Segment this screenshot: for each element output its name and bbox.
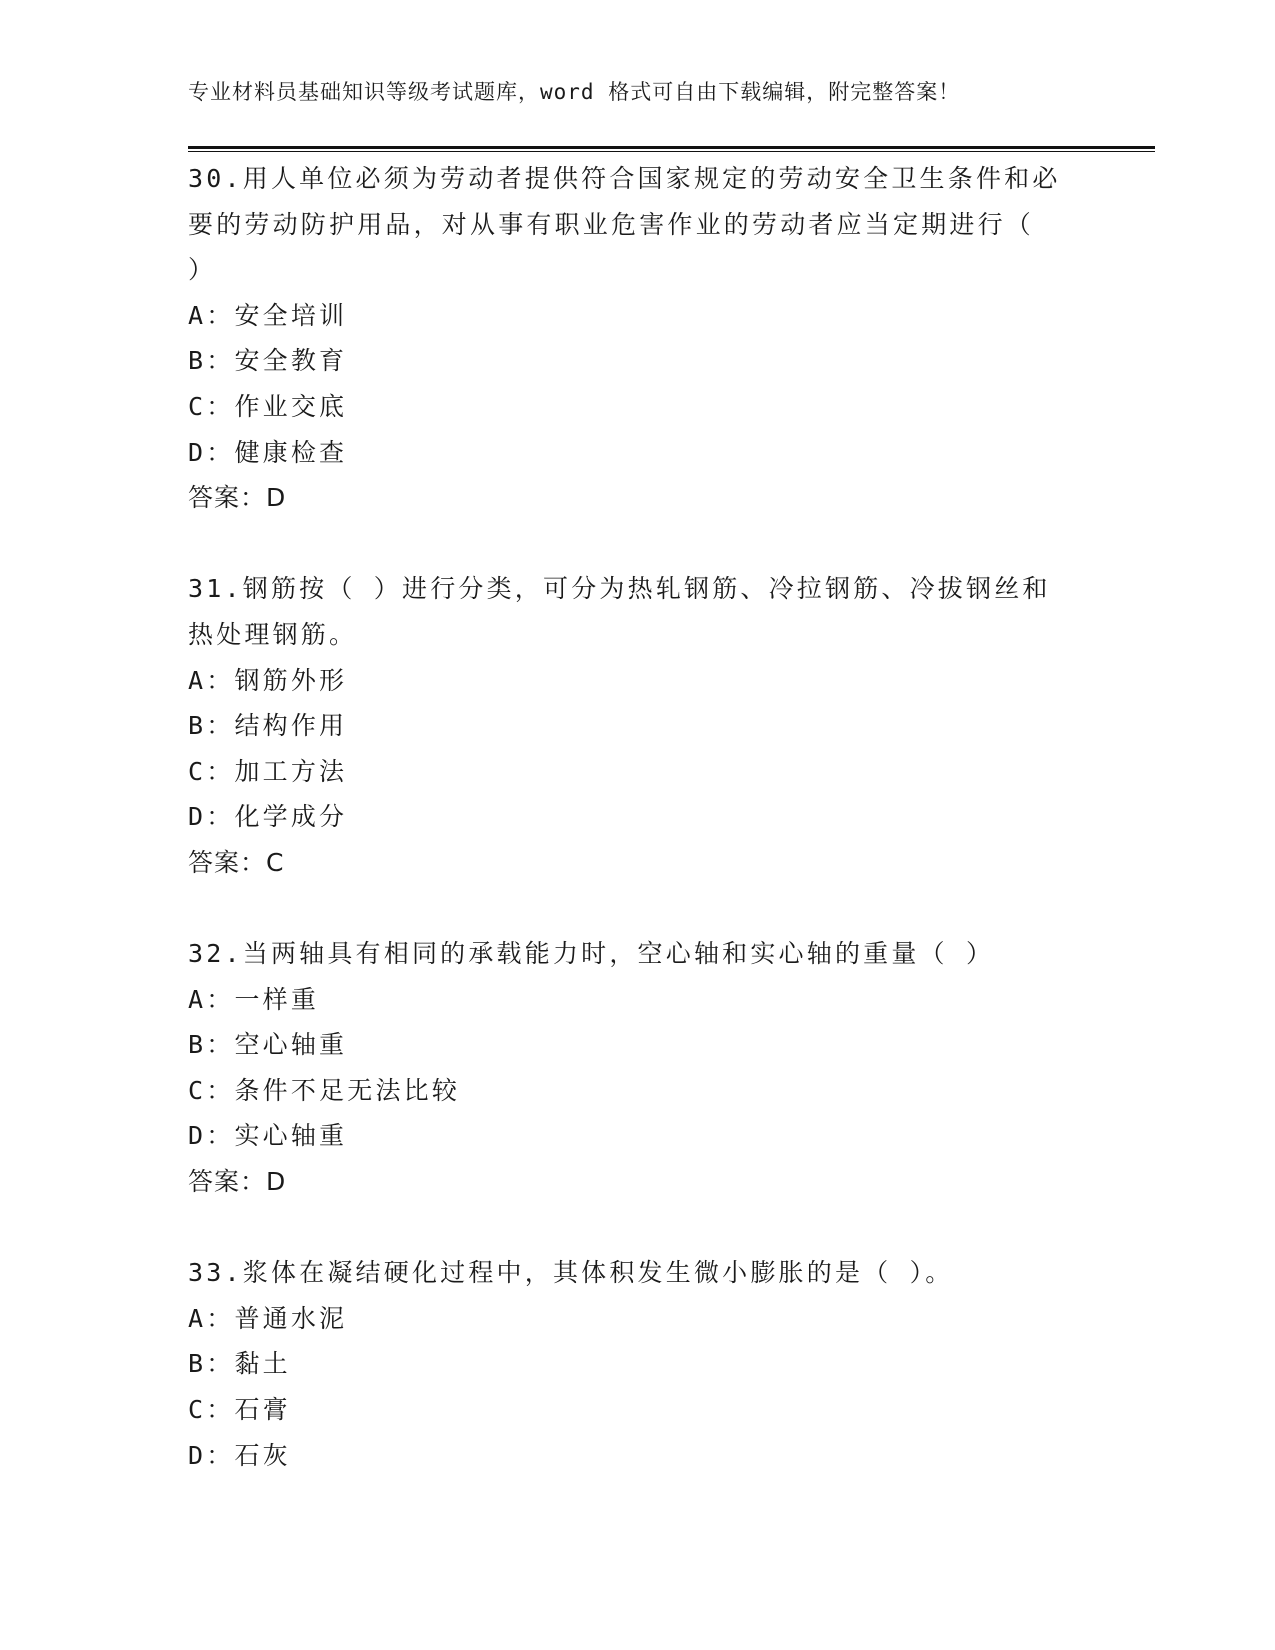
question-31 (188, 566, 1088, 885)
answer-line: 答案：D (188, 1167, 287, 1197)
question-text-line: 32.当两轴具有相同的承载能力时，空心轴和实心轴的重量（ ） (188, 939, 995, 969)
option-a: A：钢筋外形 (188, 665, 348, 695)
question-text-line: 33.浆体在凝结硬化过程中，其体积发生微小膨胀的是（ ）。 (188, 1258, 954, 1288)
option-d: D：石灰 (188, 1440, 291, 1470)
question-33 (188, 1250, 1088, 1478)
option-a: A：一样重 (188, 984, 320, 1014)
question-text-line: 30.用人单位必须为劳动者提供符合国家规定的劳动安全卫生条件和必 (188, 164, 1061, 193)
header-divider-thin (188, 151, 1155, 152)
option-c: C：条件不足无法比较 (188, 1075, 461, 1105)
option-c: C：加工方法 (188, 756, 348, 786)
question-30 (188, 156, 1088, 521)
option-b: B：黏土 (188, 1349, 291, 1379)
option-b: B：空心轴重 (188, 1030, 348, 1060)
option-d: D：健康检查 (188, 437, 348, 467)
option-c: C：作业交底 (188, 391, 348, 421)
question-text-line: 31.钢筋按（ ）进行分类，可分为热轧钢筋、冷拉钢筋、冷拔钢丝和 (188, 574, 1051, 604)
answer-line: 答案：C (188, 847, 285, 877)
question-spacer (188, 1205, 1088, 1251)
question-text-line: 热处理钢筋。 (188, 619, 358, 649)
question-text-line: ） (188, 255, 217, 285)
option-b: B：结构作用 (188, 711, 348, 741)
option-d: D：实心轴重 (188, 1121, 348, 1151)
question-text-line: 要的劳动防护用品，对从事有职业危害作业的劳动者应当定期进行（ (188, 209, 1035, 239)
question-spacer (188, 886, 1088, 932)
page-header: 专业材料员基础知识等级考试题库，word 格式可自由下载编辑，附完整答案！ (188, 80, 961, 104)
question-list (188, 156, 1088, 1478)
option-c: C：石膏 (188, 1395, 291, 1425)
option-a: A：安全培训 (188, 300, 348, 330)
header-divider (188, 146, 1155, 149)
answer-line: 答案：D (188, 483, 287, 513)
option-a: A：普通水泥 (188, 1303, 348, 1333)
question-spacer (188, 521, 1088, 567)
question-32 (188, 931, 1088, 1205)
option-d: D：化学成分 (188, 802, 348, 832)
option-b: B：安全教育 (188, 346, 348, 376)
